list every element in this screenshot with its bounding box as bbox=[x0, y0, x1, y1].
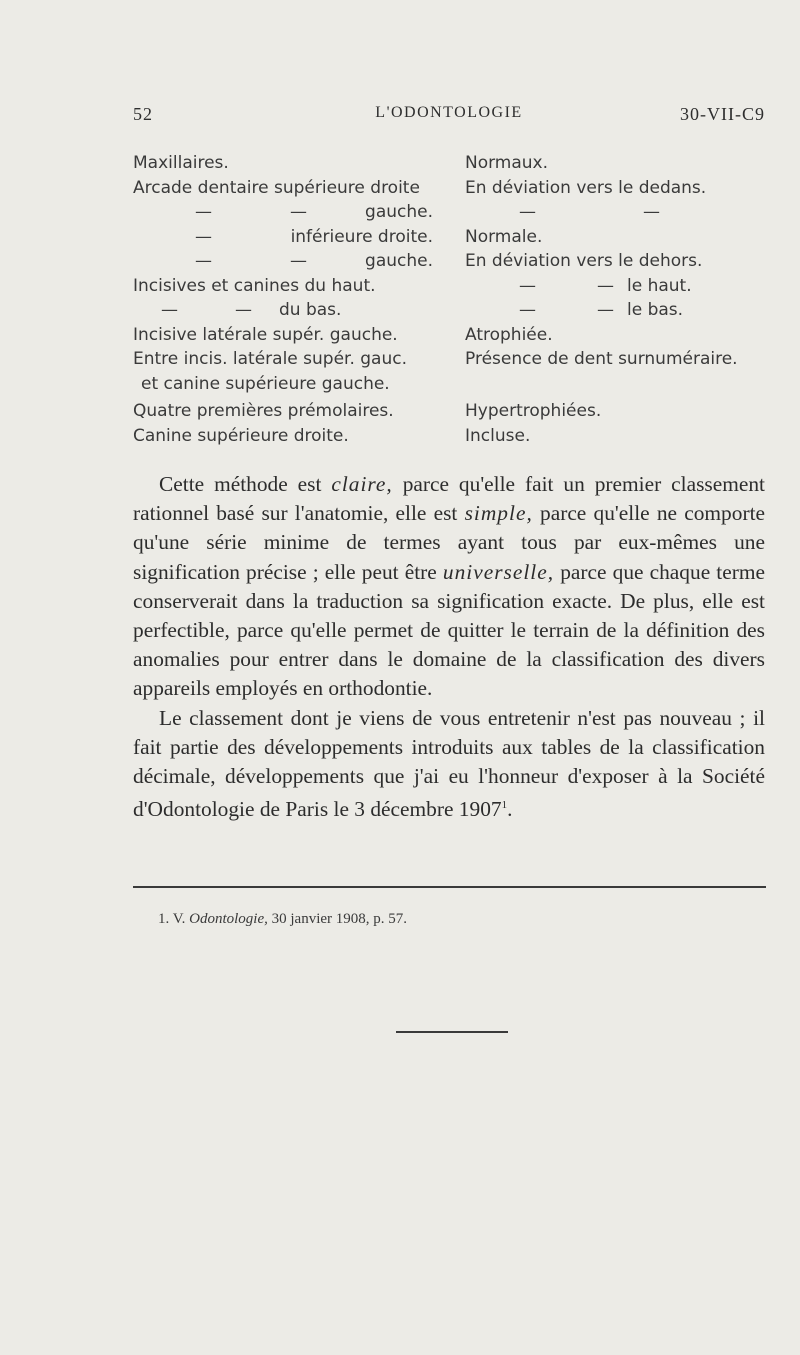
ditto-dash: — bbox=[597, 300, 614, 320]
table-cell-right: Incluse. bbox=[465, 425, 531, 446]
ditto-dash: — bbox=[519, 275, 536, 296]
running-title: L'ODONTOLOGIE bbox=[375, 104, 523, 121]
emphasis: simple, bbox=[464, 501, 533, 526]
table-cell-left: Maxillaires. bbox=[133, 153, 229, 173]
text-run: parce qu'elle ne comporte qu'une série minime de termes ayant tous par eux-mêmes une signification précise ; elle peut être bbox=[133, 501, 766, 584]
text-run: Le classement dont je viens de vous entretenir n'est pas nouveau ; il fait partie des développements introduits aux tables de la classification décimale, développements que j'ai eu l'honneur d'exposer à la Société d'Odontologie de Paris le 3 décembre 1907 bbox=[133, 705, 765, 822]
table-row bbox=[133, 298, 773, 323]
table-cell-left: Incisives et canines du haut. bbox=[133, 275, 376, 296]
page-number: 52 bbox=[133, 104, 153, 124]
table-cell-right: En déviation vers le dedans. bbox=[465, 177, 707, 198]
table-row bbox=[133, 424, 773, 449]
table-row bbox=[133, 151, 773, 176]
ditto-dash: — bbox=[161, 300, 178, 320]
table-cell-word: du bas. bbox=[279, 300, 342, 320]
ditto-dash: — bbox=[643, 202, 660, 222]
table-cell-word: gauche. bbox=[365, 251, 433, 271]
text-run: parce que chaque terme conserverait dans la traduction sa signification exacte. De plus, elle est perfectible, parce qu'elle permet de quitter le terrain de la définition des anomalies pour entrer dans le domaine de la classification des divers appareils employés en orthodontie. bbox=[133, 559, 765, 701]
ditto-dash: — bbox=[235, 300, 252, 320]
footnote-ref: 1 bbox=[501, 799, 508, 812]
table-cell-right: Normale. bbox=[465, 226, 543, 247]
text-run: Cette méthode est bbox=[159, 472, 332, 496]
ditto-dash: — bbox=[597, 275, 614, 296]
table-cell-left: Canine supérieure droite. bbox=[133, 425, 349, 446]
ditto-dash: — bbox=[290, 251, 307, 271]
table-cell-left: et canine supérieure gauche. bbox=[141, 373, 390, 394]
text-run: parce qu'elle fait un premier classement rationnel basé sur l'anatomie, elle est bbox=[133, 472, 765, 526]
table-row bbox=[133, 399, 773, 424]
ditto-dash: — bbox=[195, 202, 212, 222]
ditto-dash: — bbox=[290, 202, 307, 222]
table-cell-word: le bas. bbox=[627, 300, 684, 320]
table-cell-right: Hypertrophiées. bbox=[465, 401, 602, 421]
table-cell-left: Arcade dentaire supérieure droite bbox=[133, 177, 420, 198]
paragraph bbox=[133, 470, 765, 704]
table-cell-left: Quatre premières prémolaires. bbox=[133, 401, 394, 421]
end-rule bbox=[396, 1031, 508, 1033]
table-cell-right: Normaux. bbox=[465, 153, 549, 173]
ditto-dash: — bbox=[519, 300, 536, 320]
table-cell-right: Présence de dent surnuméraire. bbox=[465, 349, 738, 369]
text-run: . bbox=[507, 797, 513, 822]
table-row bbox=[133, 372, 773, 397]
table-row bbox=[133, 274, 773, 299]
issue-date: 30-VII-C9 bbox=[680, 104, 765, 124]
table-row bbox=[133, 249, 773, 274]
paragraph bbox=[133, 704, 765, 825]
table-cell-word: inférieure droite. bbox=[290, 226, 433, 247]
emphasis: claire, bbox=[331, 472, 393, 496]
emphasis: universelle, bbox=[442, 559, 555, 584]
body-text bbox=[133, 470, 765, 825]
footnote-rule bbox=[133, 886, 766, 888]
footnote-text: 30 janvier 1908, p. 57. bbox=[267, 911, 408, 927]
table-row bbox=[133, 200, 773, 225]
table-row bbox=[133, 323, 773, 348]
table-row bbox=[133, 225, 773, 250]
table-cell-word: gauche. bbox=[365, 202, 433, 222]
footnote-journal: Odontologie, bbox=[189, 911, 268, 927]
page-header bbox=[133, 104, 765, 130]
ditto-dash: — bbox=[519, 202, 536, 222]
table-row bbox=[133, 347, 773, 372]
table-cell-word: le haut. bbox=[627, 275, 692, 296]
footnote-number: 1. V. bbox=[158, 911, 190, 927]
ditto-dash: — bbox=[195, 226, 212, 247]
ditto-dash: — bbox=[195, 251, 212, 271]
anomaly-table bbox=[133, 151, 773, 448]
footnote bbox=[158, 911, 407, 928]
table-row bbox=[133, 176, 773, 201]
table-cell-right: En déviation vers le dehors. bbox=[465, 251, 703, 271]
table-cell-left: Entre incis. latérale supér. gauc. bbox=[133, 349, 408, 369]
table-cell-left: Incisive latérale supér. gauche. bbox=[133, 324, 398, 345]
table-cell-right: Atrophiée. bbox=[465, 324, 553, 345]
